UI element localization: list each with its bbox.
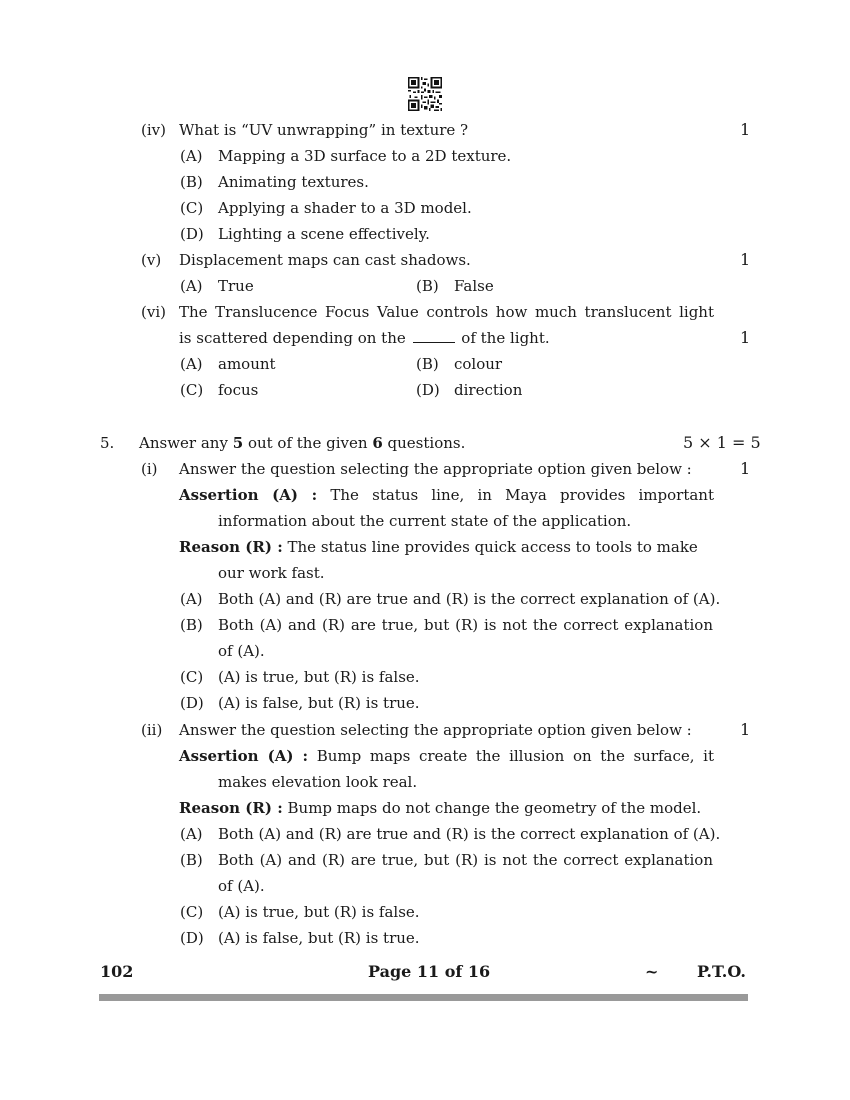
marks: 1 [740,328,751,347]
question-number: (iv) [141,121,166,139]
reason-line1 [179,798,701,818]
assertion-label: Assertion (A) : [179,747,309,765]
option-label: (A) [180,277,203,295]
option-text: (A) is true, but (R) is false. [218,903,420,921]
reason-line1 [179,537,698,557]
option-text: (A) is true, but (R) is false. [218,668,420,686]
option-label: (B) [416,277,439,295]
option-text: Lighting a scene effectively. [218,225,430,243]
reason-text: The status line provides quick access to tools to make [287,538,698,556]
footer-rule [99,994,748,1001]
assertion-line1 [179,485,714,505]
assertion-text: The status line, in Maya provides important [330,486,714,504]
option-label: (D) [180,225,204,243]
instruction-text: questions. [387,434,466,452]
answer-count: 5 [232,434,244,452]
option-text-continued: of (A). [218,642,265,660]
option-text: Both (A) and (R) are true, but (R) is not the correct explanation [218,616,713,634]
option-label: (A) [180,825,203,843]
assertion-label: Assertion (A) : [179,486,318,504]
paper-code: 102 [100,962,134,981]
option-label: (B) [180,173,203,191]
option-label: (D) [180,929,204,947]
text-after-blank: of the light. [461,329,550,347]
question-text-line2 [179,328,550,348]
option-text-continued: of (A). [218,877,265,895]
question-text: What is “UV unwrapping” in texture ? [179,121,469,139]
reason-label: Reason (R) : [179,538,283,556]
option-text: False [454,277,494,295]
marks: 1 [740,720,751,739]
question-text: Displacement maps can cast shadows. [179,251,471,269]
option-label: (B) [180,616,203,634]
text-before-blank: is scattered depending on the [179,329,406,347]
option-label: (B) [180,851,203,869]
pto-label: P.T.O. [697,962,746,981]
reason-text: Bump maps do not change the geometry of the model. [287,799,702,817]
option-label: (C) [180,199,204,217]
option-label: (A) [180,590,203,608]
question-text-line1: The Translucence Focus Value controls how much translucent light [179,303,714,321]
option-text: Both (A) and (R) are true and (R) is the correct explanation of (A). [218,825,721,843]
option-text: Mapping a 3D surface to a 2D texture. [218,147,512,165]
assertion-line2: information about the current state of the application. [218,512,632,530]
assertion-line1 [179,746,714,766]
question-text: Answer the question selecting the appropriate option given below : [179,721,692,739]
marks: 1 [740,120,751,139]
option-label: (C) [180,381,204,399]
option-text: True [218,277,254,295]
reason-line2: our work fast. [218,564,325,582]
option-text: colour [454,355,503,373]
marks-formula: 5 × 1 = 5 [683,433,761,452]
qr-code-icon [408,77,442,111]
assertion-text: Bump maps create the illusion on the surface, it [316,747,714,765]
question-count: 6 [372,434,383,452]
question-number: (ii) [141,721,163,739]
option-text: Animating textures. [218,173,369,191]
question-instruction [139,433,465,453]
assertion-line2: makes elevation look real. [218,773,418,791]
tilde-mark: ~ [645,962,659,981]
option-text: (A) is false, but (R) is true. [218,929,420,947]
option-text: focus [218,381,259,399]
fill-blank [413,330,455,343]
option-text: (A) is false, but (R) is true. [218,694,420,712]
page-number: Page 11 of 16 [368,962,491,981]
option-label: (B) [416,355,439,373]
option-label: (C) [180,668,204,686]
question-number: (i) [141,460,158,478]
reason-label: Reason (R) : [179,799,283,817]
marks: 1 [740,250,751,269]
option-text: Both (A) and (R) are true and (R) is the correct explanation of (A). [218,590,721,608]
question-number: (vi) [141,303,166,321]
option-text: Both (A) and (R) are true, but (R) is not the correct explanation [218,851,713,869]
question-number: (v) [141,251,162,269]
option-label: (D) [416,381,440,399]
option-label: (C) [180,903,204,921]
instruction-text: Answer any [139,434,228,452]
option-label: (A) [180,147,203,165]
question-number: 5. [100,434,115,452]
instruction-text: out of the given [247,434,368,452]
question-text: Answer the question selecting the appropriate option given below : [179,460,692,478]
option-text: amount [218,355,276,373]
marks: 1 [740,459,751,478]
option-text: Applying a shader to a 3D model. [218,199,472,217]
option-text: direction [454,381,523,399]
option-label: (A) [180,355,203,373]
option-label: (D) [180,694,204,712]
